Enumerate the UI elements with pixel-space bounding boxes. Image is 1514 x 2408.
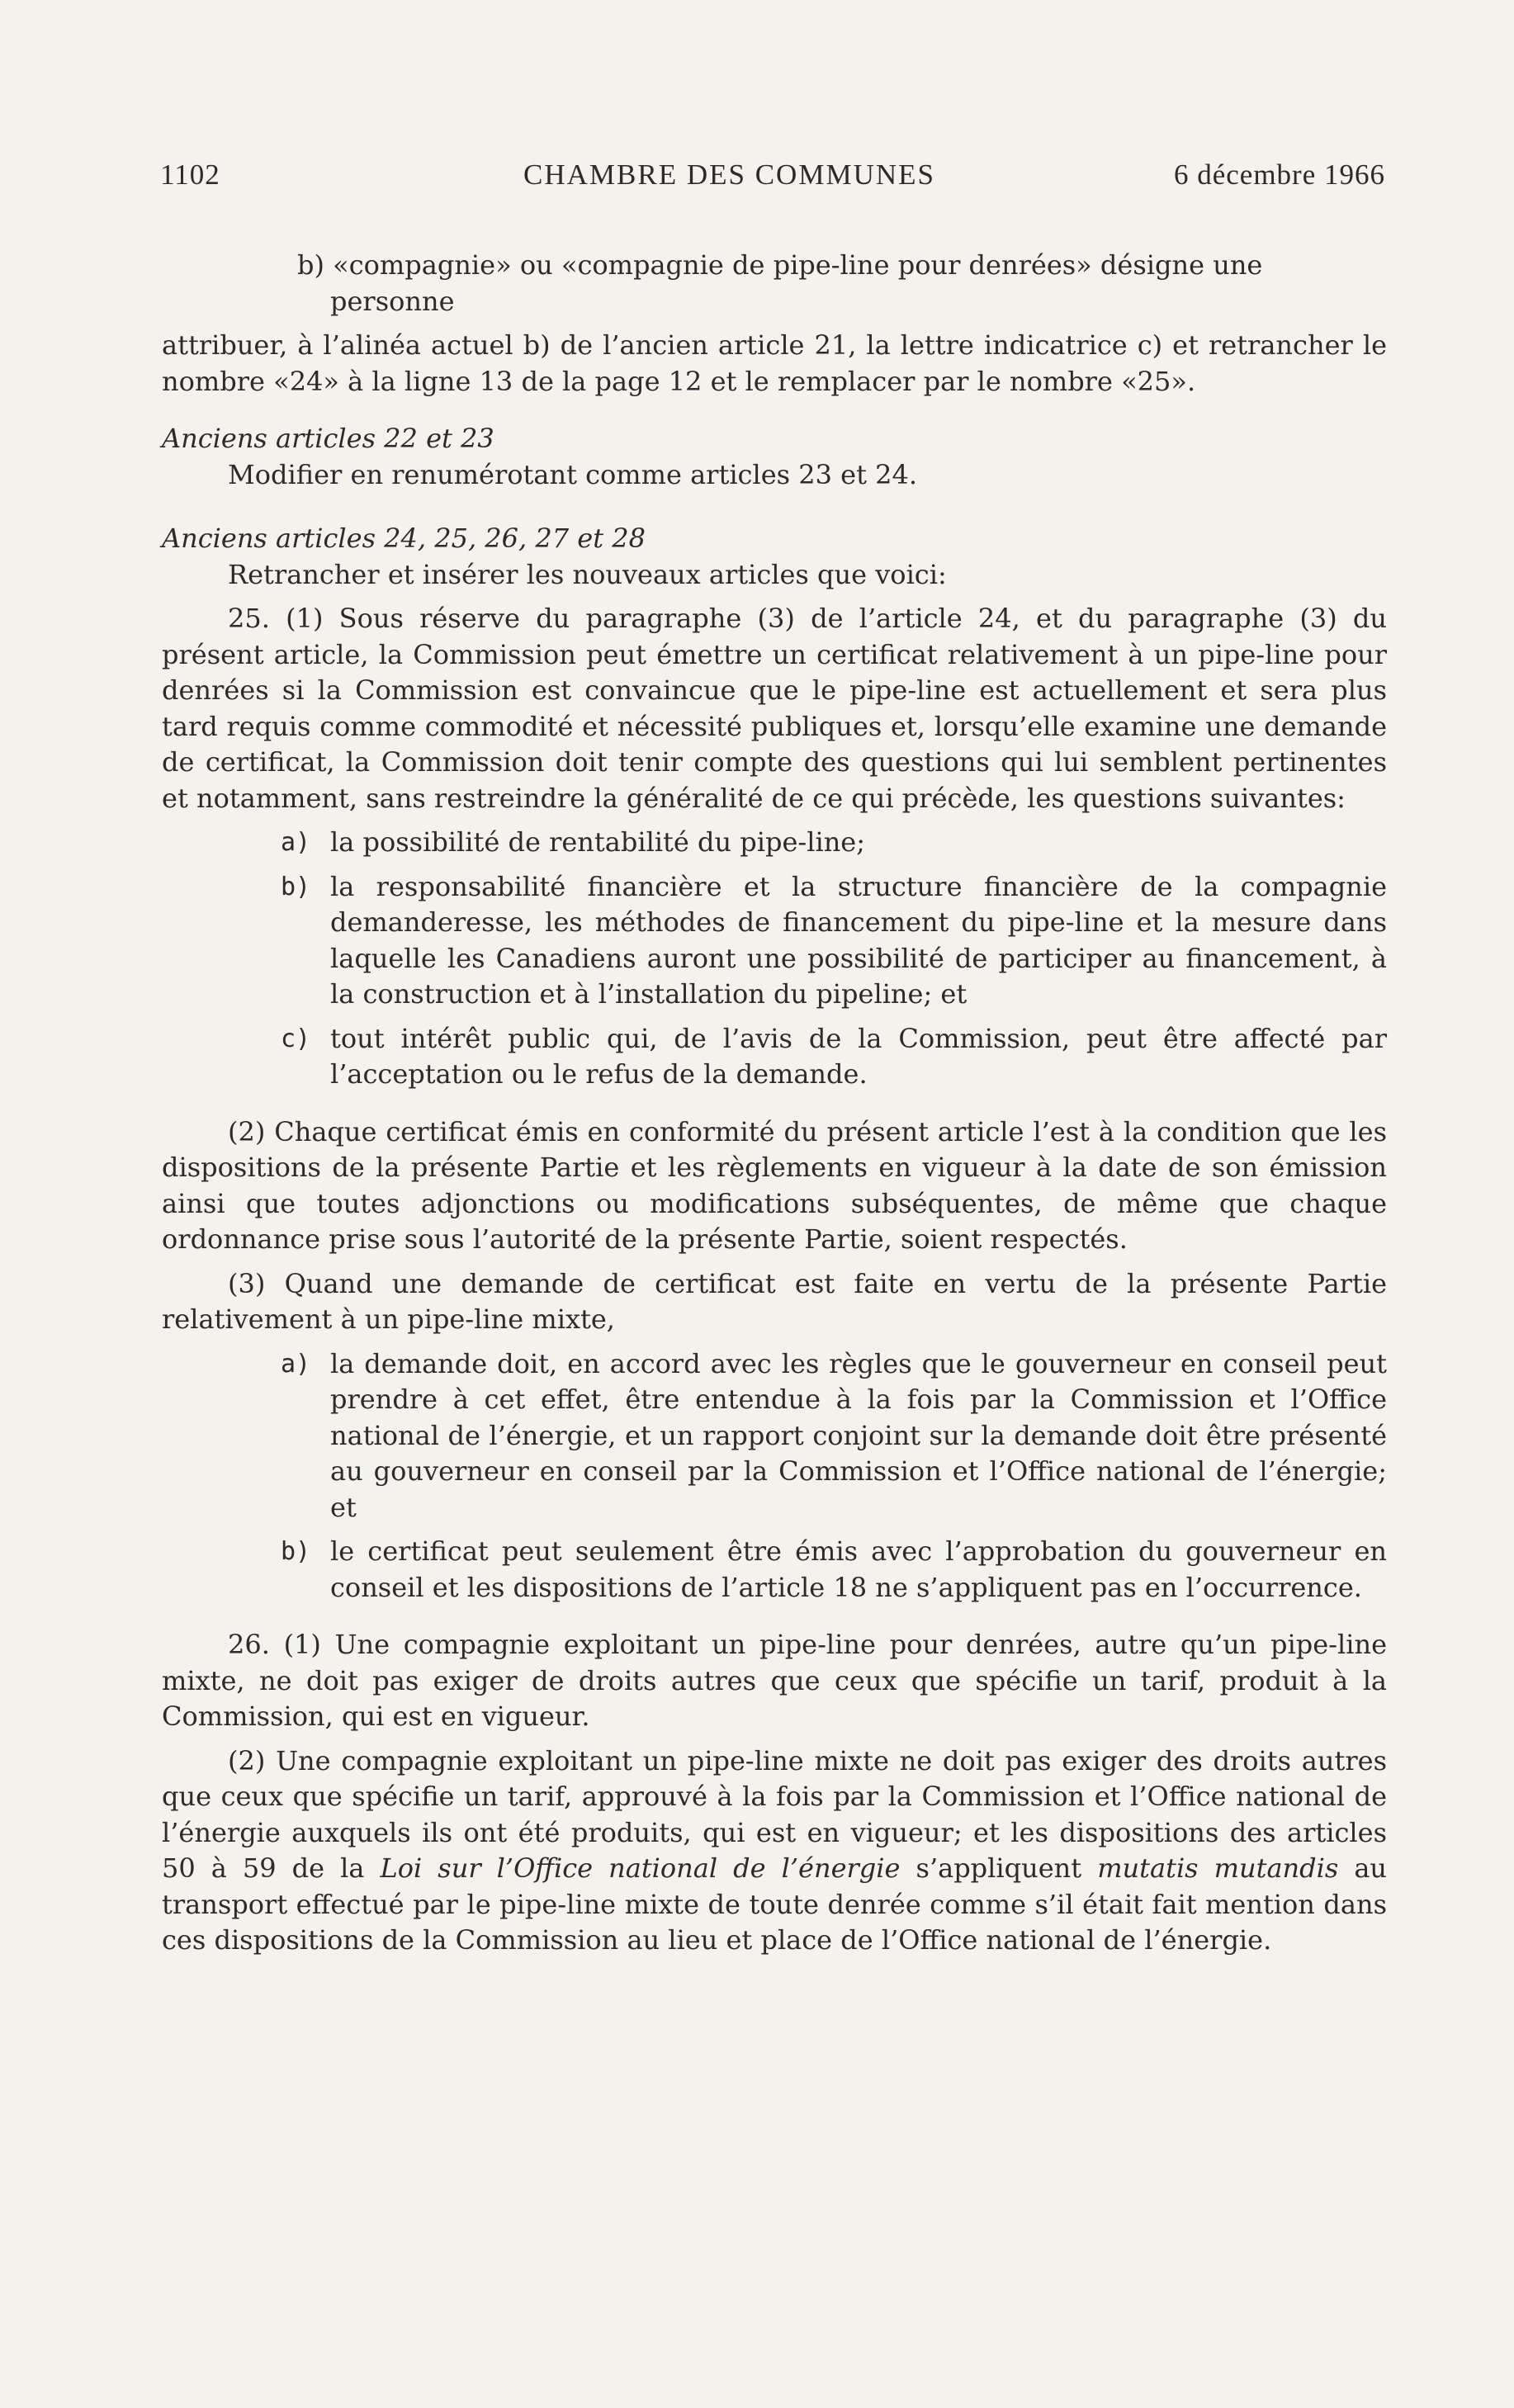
item-label: a) (281, 828, 311, 857)
header-date: 6 décembre 1966 (1173, 158, 1385, 191)
item-label: b) (281, 1537, 311, 1566)
document-body (162, 248, 1387, 1959)
article-26-para-2-part-b: s’appliquent (900, 1852, 1098, 1884)
instruction-22-23: Modifier en renumérotant comme articles 23 et 24. (228, 458, 917, 490)
article-25-para-1: 25. (1) Sous réserve du paragraphe (3) de l’article 24, et du paragraphe (3) du présent article, la Commission peut émettre un certificat relativement à un pipe-line pour denrées si la Commission est convaincue que le pipe-line est actuellement et sera plus tard requis comme commodité et nécessité publiques et, lorsqu’elle examine une demande de certificat, la Commission doit tenir compte des questions qui lui semblent pertinentes et notamment, sans restreindre la généralité de ce qui précède, les questions suivantes: (162, 603, 1387, 814)
article-25-3-item-a (281, 1346, 1387, 1526)
act-title: Loi sur l’Office national de l’énergie (380, 1852, 901, 1884)
item-label: b) (281, 872, 311, 901)
item-text: la possibilité de rentabilité du pipe-line; (330, 826, 866, 858)
article-25-item-c (281, 1021, 1387, 1093)
item-text: tout intérêt public qui, de l’avis de la Commission, peut être affecté par l’acceptation ou le refus de la demande. (330, 1022, 1387, 1090)
article-25-item-b (281, 869, 1387, 1013)
item-text: la demande doit, en accord avec les règles que le gouverneur en conseil peut prendre à cet effet, être entendue à la fois par la Commission et l’Office national de l’énergie, et un rapport conjoint sur la demande doit être présenté au gouverneur en conseil par la Commission et l’Office national de l’énergie; et (330, 1347, 1387, 1523)
article-25-para-3: (3) Quand une demande de certificat est faite en vertu de la présente Partie relativement à un pipe-line mixte, (162, 1267, 1387, 1335)
article-26-para-1: 26. (1) Une compagnie exploitant un pipe-line pour denrées, autre qu’un pipe-line mixte, ne doit pas exiger de droits autres que ceux que spécifie un tarif, produit à la Commission, qui est en vigueur. (162, 1629, 1387, 1732)
latin-phrase: mutatis mutandis (1097, 1852, 1339, 1884)
page-header (160, 158, 1385, 200)
article-25-item-a (281, 825, 1387, 861)
item-label: c) (281, 1024, 311, 1053)
item-text: le certificat peut seulement être émis avec l’approbation du gouverneur en conseil et les dispositions de l’article 18 ne s’appliquent pas en l’occurrence. (330, 1535, 1387, 1603)
item-text: la responsabilité financière et la structure financière de la compagnie demanderesse, les méthodes de financement du pipe-line et la mesure dans laquelle les Canadiens auront une possibilité de participer au financement, à la construction et à l’installation du pipeline; et (330, 870, 1387, 1010)
amendment-attribuer: attribuer, à l’alinéa actuel b) de l’ancien article 21, la lettre indicatrice c) et retrancher le nombre «24» à la ligne 13 de la page 12 et le remplacer par le nombre «25». (162, 329, 1387, 397)
item-label: a) (281, 1349, 311, 1379)
article-25-para-2: (2) Chaque certificat émis en conformité du présent article l’est à la condition que les dispositions de la présente Partie et les règlements en vigueur à la date de son émission ainsi que toutes adjonctions ou modifications subséquentes, de même que chaque ordonnance prise sous l’autorité de la présente Partie, soient respectés. (162, 1115, 1387, 1255)
article-26-para-2 (162, 1743, 1387, 1959)
definition-b (162, 248, 1387, 319)
heading-articles-24-28: Anciens articles 24, 25, 26, 27 et 28 (162, 523, 646, 554)
article-25-3-item-b (281, 1534, 1387, 1606)
definition-b-text: «compagnie» ou «compagnie de pipe-line pour denrées» désigne une personne (330, 249, 1263, 317)
heading-articles-22-23: Anciens articles 22 et 23 (162, 423, 494, 454)
running-title: CHAMBRE DES COMMUNES (523, 158, 935, 191)
page-number: 1102 (160, 158, 220, 191)
article-26-para-2-part-c: au transport effectué par le pipe-line mixte de toute denrée comme s’il était fait mention dans ces dispositions de la Commission au lieu et place de l’Office national de l’énergie. (162, 1852, 1388, 1956)
instruction-24-28: Retrancher et insérer les nouveaux articles que voici: (228, 558, 947, 590)
definition-b-label: b) (297, 249, 324, 281)
article-26-para-2-part-a: (2) Une compagnie exploitant un pipe-line mixte ne doit pas exiger des droits autres que ceux que spécifie un tarif, approuvé à la fois par la Commission et l’Office national de l’énergie auxquels ils ont été produits, qui est en vigueur; et les dispositions des articles 50 à 59 de la (162, 1744, 1387, 1884)
